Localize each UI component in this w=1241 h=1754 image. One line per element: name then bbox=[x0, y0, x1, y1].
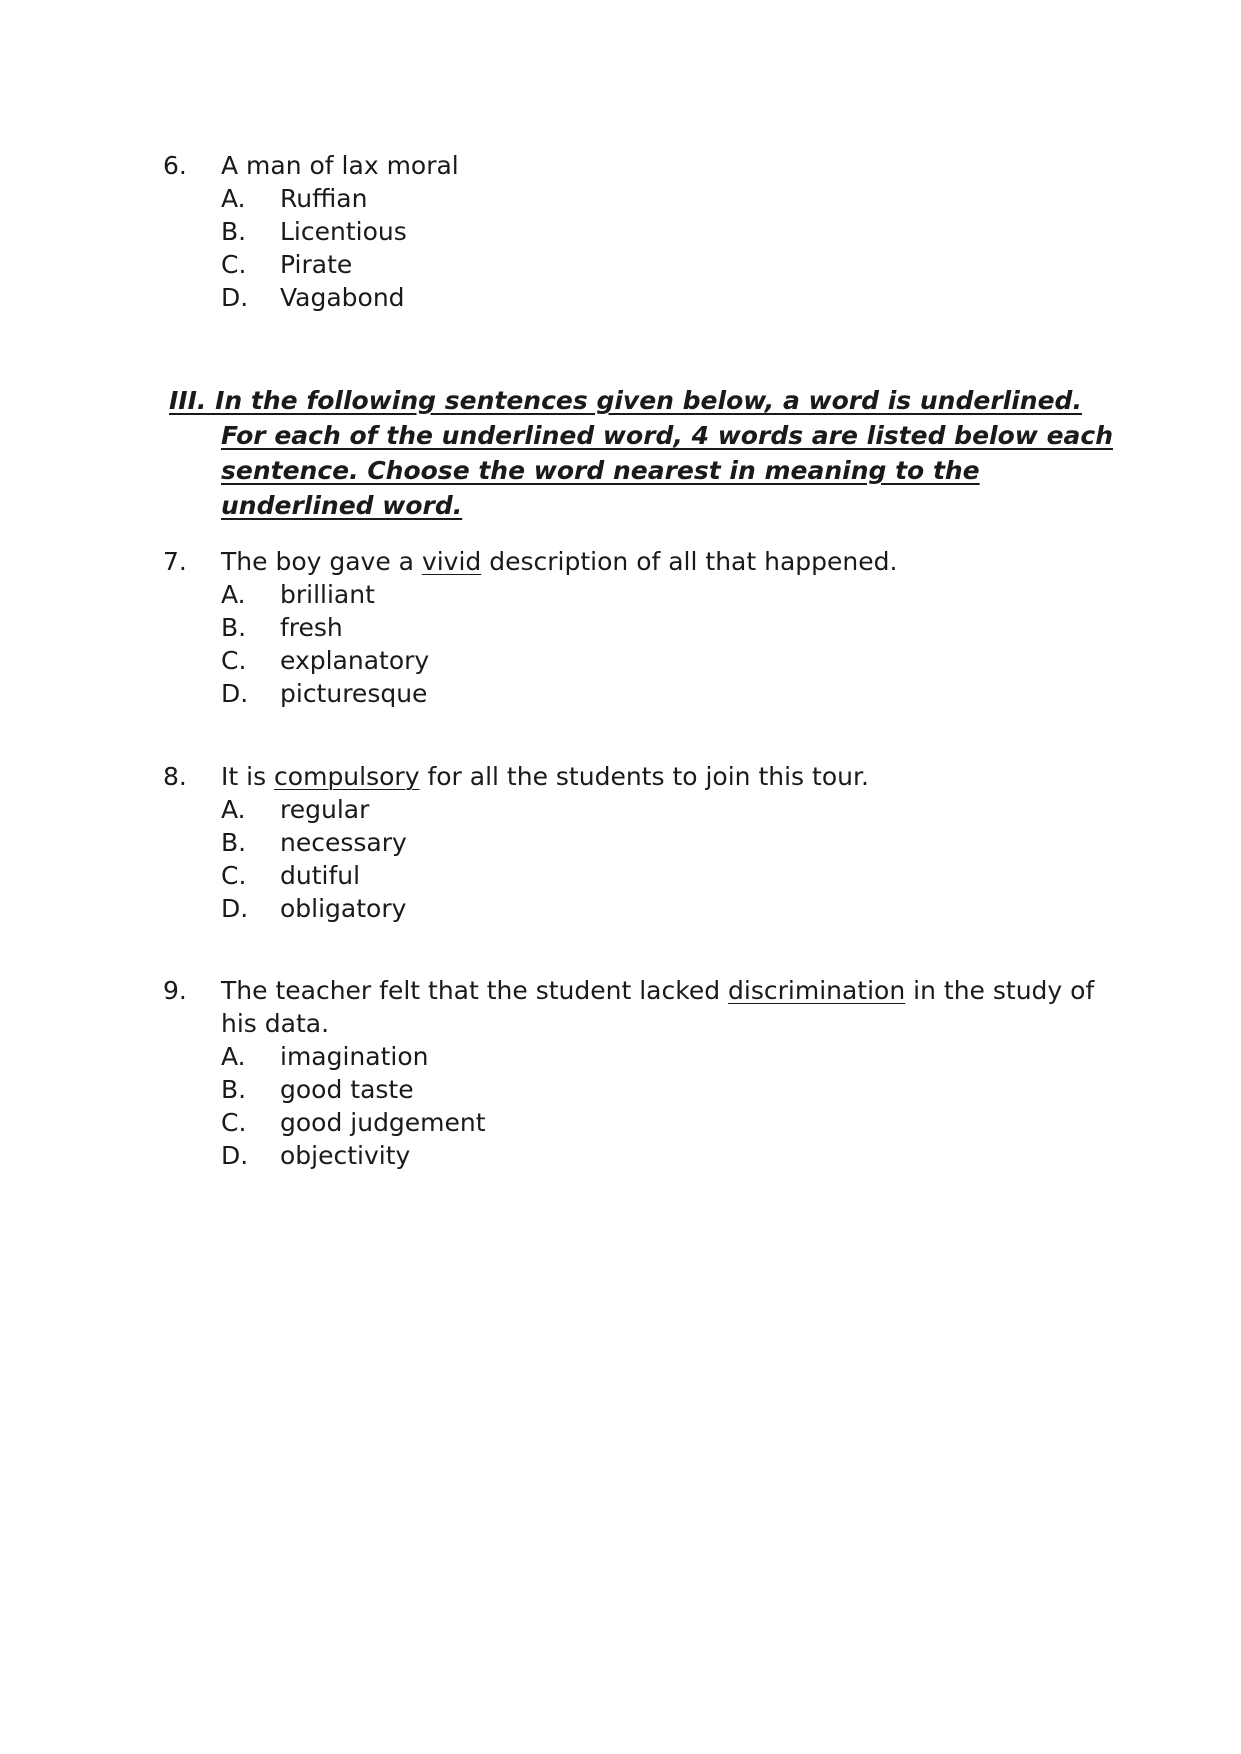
option-c bbox=[163, 859, 1123, 892]
option-a bbox=[163, 1040, 1123, 1073]
option-text: dutiful bbox=[280, 861, 361, 890]
option-letter: D. bbox=[221, 283, 249, 312]
question-number: 8. bbox=[163, 762, 187, 791]
option-text: picturesque bbox=[280, 679, 428, 708]
question-stem bbox=[163, 149, 1123, 182]
option-letter: A. bbox=[221, 580, 246, 609]
option-text: obligatory bbox=[280, 894, 407, 923]
question-text-continued: his data. bbox=[221, 1009, 330, 1038]
option-text: good judgement bbox=[280, 1108, 486, 1137]
option-letter: B. bbox=[221, 613, 247, 642]
option-text: fresh bbox=[280, 613, 343, 642]
option-text: imagination bbox=[280, 1042, 429, 1071]
option-letter: C. bbox=[221, 646, 247, 675]
option-b bbox=[163, 215, 1123, 248]
option-d bbox=[163, 677, 1123, 710]
question-8 bbox=[163, 760, 1123, 925]
option-a bbox=[163, 578, 1123, 611]
underlined-word: discrimination bbox=[728, 976, 906, 1005]
question-stem bbox=[163, 974, 1123, 1007]
stem-after: for all the students to join this tour. bbox=[419, 762, 869, 791]
option-d bbox=[163, 1139, 1123, 1172]
option-letter: B. bbox=[221, 1075, 247, 1104]
question-text bbox=[221, 974, 1094, 1007]
option-c bbox=[163, 1106, 1123, 1139]
option-letter: C. bbox=[221, 1108, 247, 1137]
question-number: 6. bbox=[163, 151, 187, 180]
question-number: 9. bbox=[163, 976, 187, 1005]
option-a bbox=[163, 793, 1123, 826]
question-stem bbox=[163, 760, 1123, 793]
option-d bbox=[163, 892, 1123, 925]
stem-before: The teacher felt that the student lacked bbox=[221, 976, 729, 1005]
option-text: explanatory bbox=[280, 646, 430, 675]
stem-before: The boy gave a bbox=[221, 547, 422, 576]
option-letter: A. bbox=[221, 1042, 246, 1071]
section-line: III. In the following sentences given below, a word is underlined. bbox=[169, 386, 1082, 415]
question-number: 7. bbox=[163, 547, 187, 576]
question-text bbox=[221, 545, 897, 578]
option-b bbox=[163, 826, 1123, 859]
option-c bbox=[163, 644, 1123, 677]
option-letter: A. bbox=[221, 184, 246, 213]
option-text: necessary bbox=[280, 828, 407, 857]
option-text: good taste bbox=[280, 1075, 414, 1104]
option-text: brilliant bbox=[280, 580, 375, 609]
question-text bbox=[221, 760, 869, 793]
question-text: A man of lax moral bbox=[221, 151, 459, 180]
section-instructions bbox=[163, 383, 1123, 523]
option-letter: A. bbox=[221, 795, 246, 824]
option-text: Licentious bbox=[280, 217, 407, 246]
option-b bbox=[163, 611, 1123, 644]
stem-after: in the study of bbox=[905, 976, 1095, 1005]
option-text: Ruffian bbox=[280, 184, 368, 213]
option-letter: C. bbox=[221, 250, 247, 279]
option-letter: D. bbox=[221, 894, 249, 923]
option-b bbox=[163, 1073, 1123, 1106]
option-text: Vagabond bbox=[280, 283, 405, 312]
option-c bbox=[163, 248, 1123, 281]
section-line: underlined word. bbox=[221, 491, 463, 520]
option-a bbox=[163, 182, 1123, 215]
option-d bbox=[163, 281, 1123, 314]
option-letter: B. bbox=[221, 217, 247, 246]
option-letter: B. bbox=[221, 828, 247, 857]
underlined-word: compulsory bbox=[274, 762, 420, 791]
question-7 bbox=[163, 545, 1123, 710]
option-letter: C. bbox=[221, 861, 247, 890]
option-text: Pirate bbox=[280, 250, 353, 279]
option-letter: D. bbox=[221, 679, 249, 708]
question-9 bbox=[163, 974, 1123, 1172]
section-line: sentence. Choose the word nearest in meaning to the bbox=[221, 456, 980, 485]
question-6 bbox=[163, 149, 1123, 314]
question-stem bbox=[163, 545, 1123, 578]
option-text: regular bbox=[280, 795, 370, 824]
section-line: For each of the underlined word, 4 words are listed below each bbox=[221, 421, 1114, 450]
option-text: objectivity bbox=[280, 1141, 411, 1170]
stem-after: description of all that happened. bbox=[481, 547, 898, 576]
underlined-word: vivid bbox=[421, 547, 482, 576]
option-letter: D. bbox=[221, 1141, 249, 1170]
stem-before: It is bbox=[221, 762, 275, 791]
